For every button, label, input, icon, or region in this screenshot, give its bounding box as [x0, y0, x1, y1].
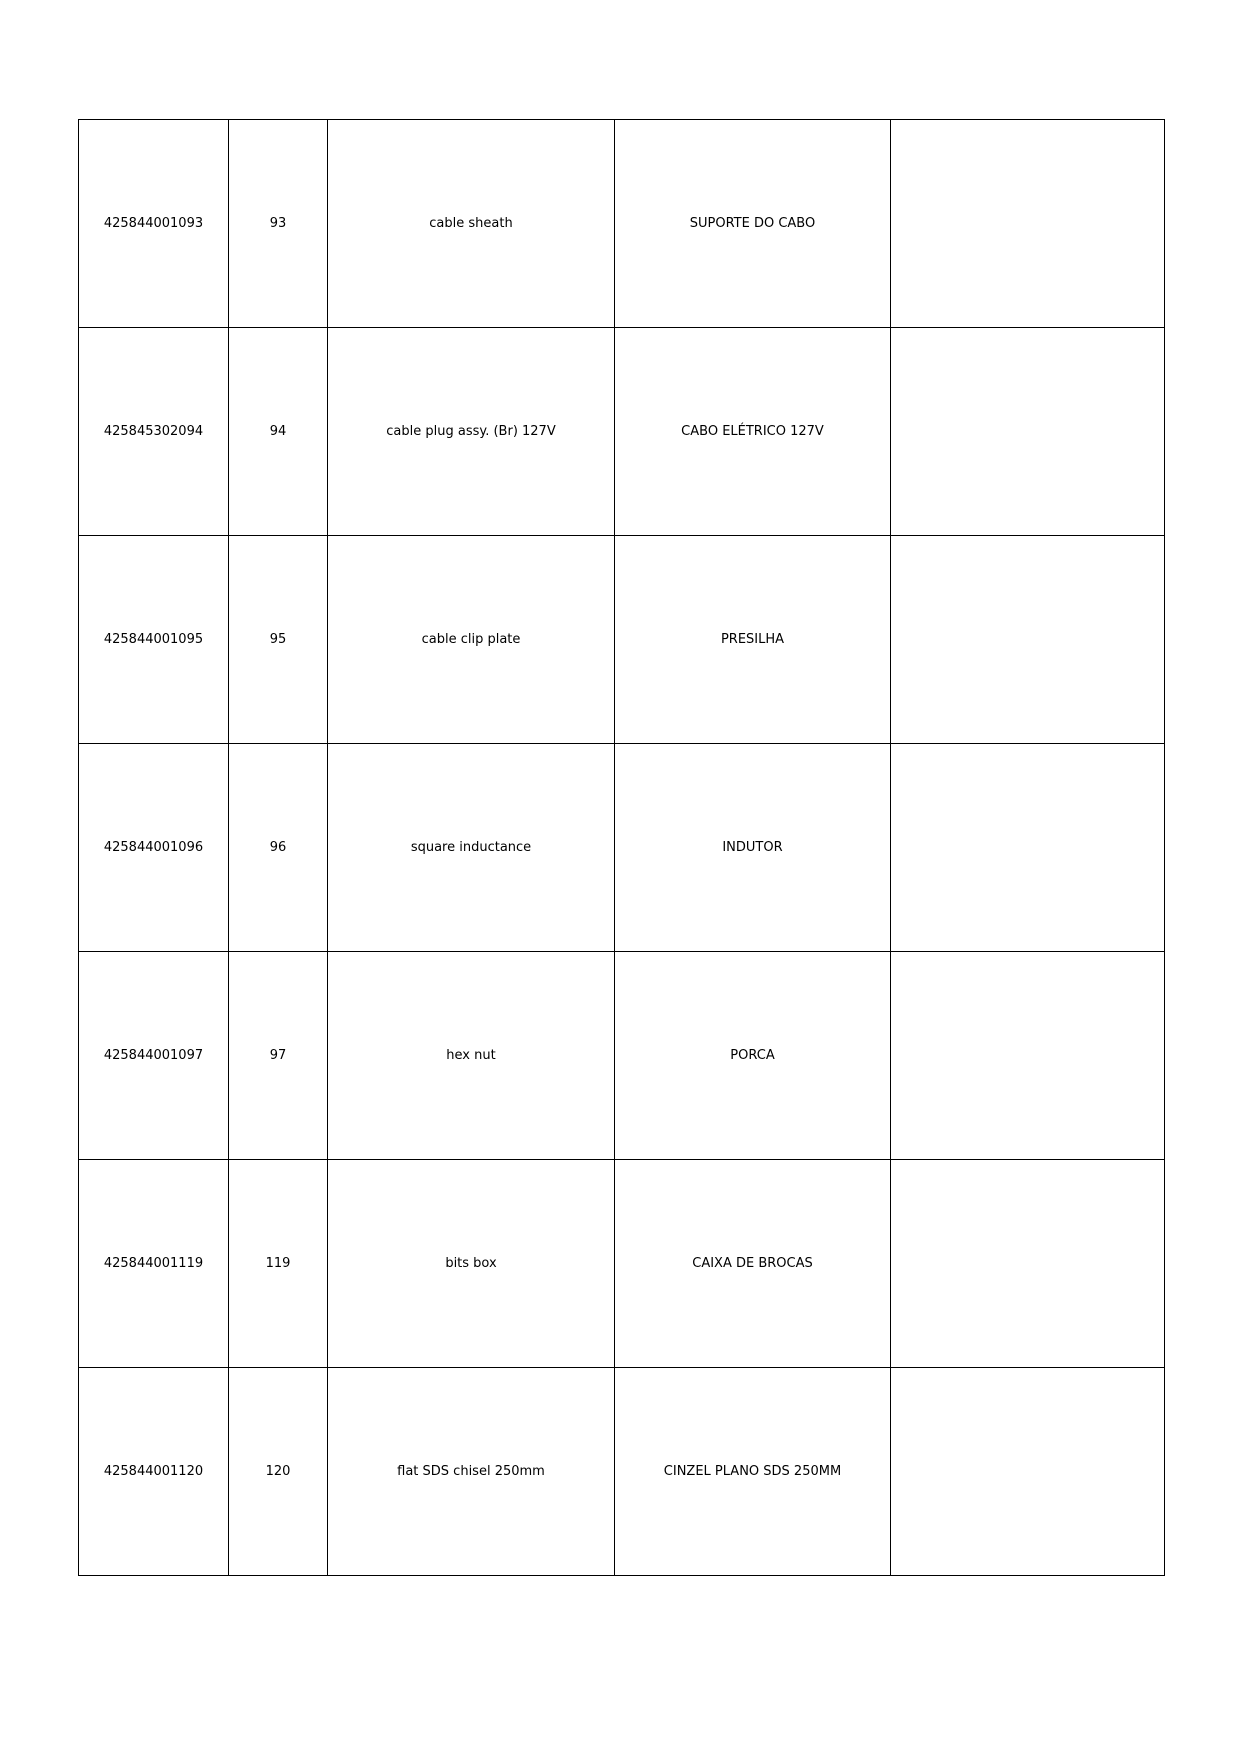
table-row [79, 120, 1165, 328]
description-en-cell: flat SDS chisel 250mm [328, 1368, 615, 1576]
description-en-cell: hex nut [328, 952, 615, 1160]
empty-cell [891, 952, 1165, 1160]
description-pt-cell: SUPORTE DO CABO [615, 120, 891, 328]
part-code-cell: 425844001120 [79, 1368, 229, 1576]
part-code-cell: 425844001095 [79, 536, 229, 744]
table-row [79, 1160, 1165, 1368]
description-pt-cell: PRESILHA [615, 536, 891, 744]
empty-cell [891, 536, 1165, 744]
table-row [79, 328, 1165, 536]
empty-cell [891, 120, 1165, 328]
reference-number-cell: 93 [229, 120, 328, 328]
part-code-cell: 425844001093 [79, 120, 229, 328]
description-pt-cell: INDUTOR [615, 744, 891, 952]
description-en-cell: cable sheath [328, 120, 615, 328]
description-en-cell: cable clip plate [328, 536, 615, 744]
table-row [79, 744, 1165, 952]
empty-cell [891, 328, 1165, 536]
empty-cell [891, 1160, 1165, 1368]
description-en-cell: square inductance [328, 744, 615, 952]
part-code-cell: 425845302094 [79, 328, 229, 536]
table-row [79, 952, 1165, 1160]
parts-table [78, 119, 1165, 1576]
reference-number-cell: 120 [229, 1368, 328, 1576]
part-code-cell: 425844001097 [79, 952, 229, 1160]
reference-number-cell: 96 [229, 744, 328, 952]
part-code-cell: 425844001119 [79, 1160, 229, 1368]
description-pt-cell: PORCA [615, 952, 891, 1160]
description-pt-cell: CABO ELÉTRICO 127V [615, 328, 891, 536]
description-pt-cell: CINZEL PLANO SDS 250MM [615, 1368, 891, 1576]
reference-number-cell: 97 [229, 952, 328, 1160]
table-row [79, 536, 1165, 744]
reference-number-cell: 95 [229, 536, 328, 744]
empty-cell [891, 744, 1165, 952]
description-en-cell: bits box [328, 1160, 615, 1368]
description-pt-cell: CAIXA DE BROCAS [615, 1160, 891, 1368]
part-code-cell: 425844001096 [79, 744, 229, 952]
reference-number-cell: 119 [229, 1160, 328, 1368]
table-row [79, 1368, 1165, 1576]
reference-number-cell: 94 [229, 328, 328, 536]
description-en-cell: cable plug assy. (Br) 127V [328, 328, 615, 536]
empty-cell [891, 1368, 1165, 1576]
